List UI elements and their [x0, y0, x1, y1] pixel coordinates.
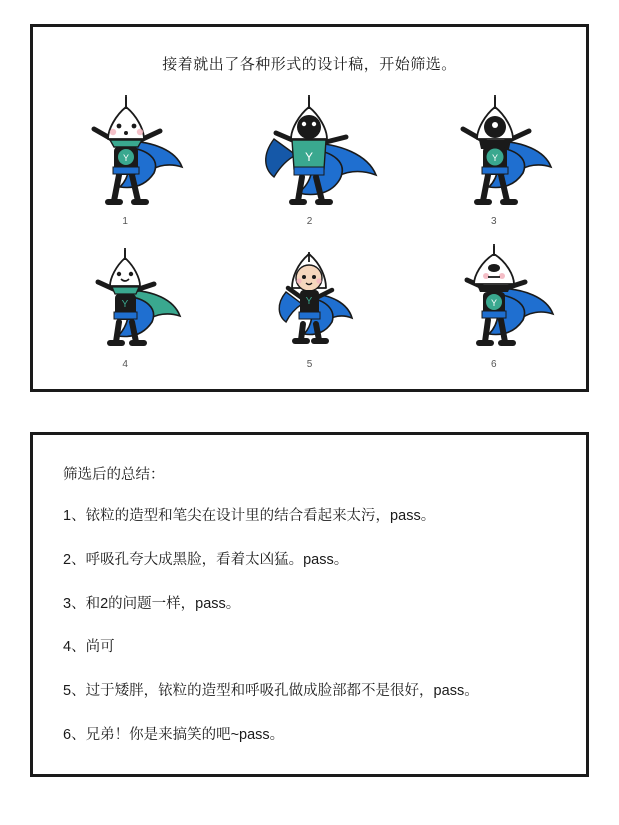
- figure-cell-1: [45, 84, 205, 227]
- summary-item-2: 2、呼吸孔夸大成黑脸，看着太凶猛。pass。: [63, 551, 349, 568]
- summary-panel: [30, 432, 589, 777]
- svg-text:Y: Y: [123, 153, 130, 163]
- figure-cell-2: [229, 84, 389, 227]
- summary-item-1: 1、铱粒的造型和笔尖在设计里的结合看起来太污，pass。: [63, 508, 436, 524]
- design-drafts-panel: [30, 24, 589, 392]
- figure-number: 4: [122, 359, 128, 370]
- summary-item-4: 4、尚可: [63, 639, 115, 656]
- figure-2-illustration: [234, 89, 384, 215]
- svg-text:Y: Y: [305, 150, 314, 164]
- figure-number: 3: [491, 216, 497, 227]
- figure-number: 5: [306, 359, 313, 370]
- figure-number: 1: [122, 216, 128, 227]
- figure-cell-5: [229, 227, 389, 370]
- figure-number: 2: [306, 216, 313, 227]
- figure-cell-6: [414, 227, 574, 370]
- figure-cell-3: [414, 84, 574, 227]
- svg-text:Y: Y: [491, 153, 498, 163]
- figure-4-illustration: [50, 232, 200, 358]
- summary-item-6: 6、兄弟！你是来搞笑的吧~pass。: [63, 726, 285, 743]
- figure-number: 6: [491, 359, 497, 370]
- panel-caption: 接着就出了各种形式的设计稿，开始筛选。: [162, 56, 457, 73]
- svg-text:Y: Y: [490, 298, 497, 308]
- summary-title: 筛选后的总结：: [63, 467, 165, 483]
- svg-text:Y: Y: [121, 299, 129, 310]
- summary-item-3: 3、和2的问题一样，pass。: [63, 595, 241, 612]
- figure-1-illustration: [50, 89, 200, 215]
- figure-cell-4: [45, 227, 205, 370]
- figure-6-illustration: [419, 232, 569, 358]
- figure-5-illustration: [234, 232, 384, 358]
- svg-text:Y: Y: [306, 296, 313, 307]
- summary-item-5: 5、过于矮胖，铱粒的造型和呼吸孔做成脸部都不是很好，pass。: [63, 683, 479, 699]
- figure-grid: [33, 84, 586, 370]
- figure-3-illustration: [419, 89, 569, 215]
